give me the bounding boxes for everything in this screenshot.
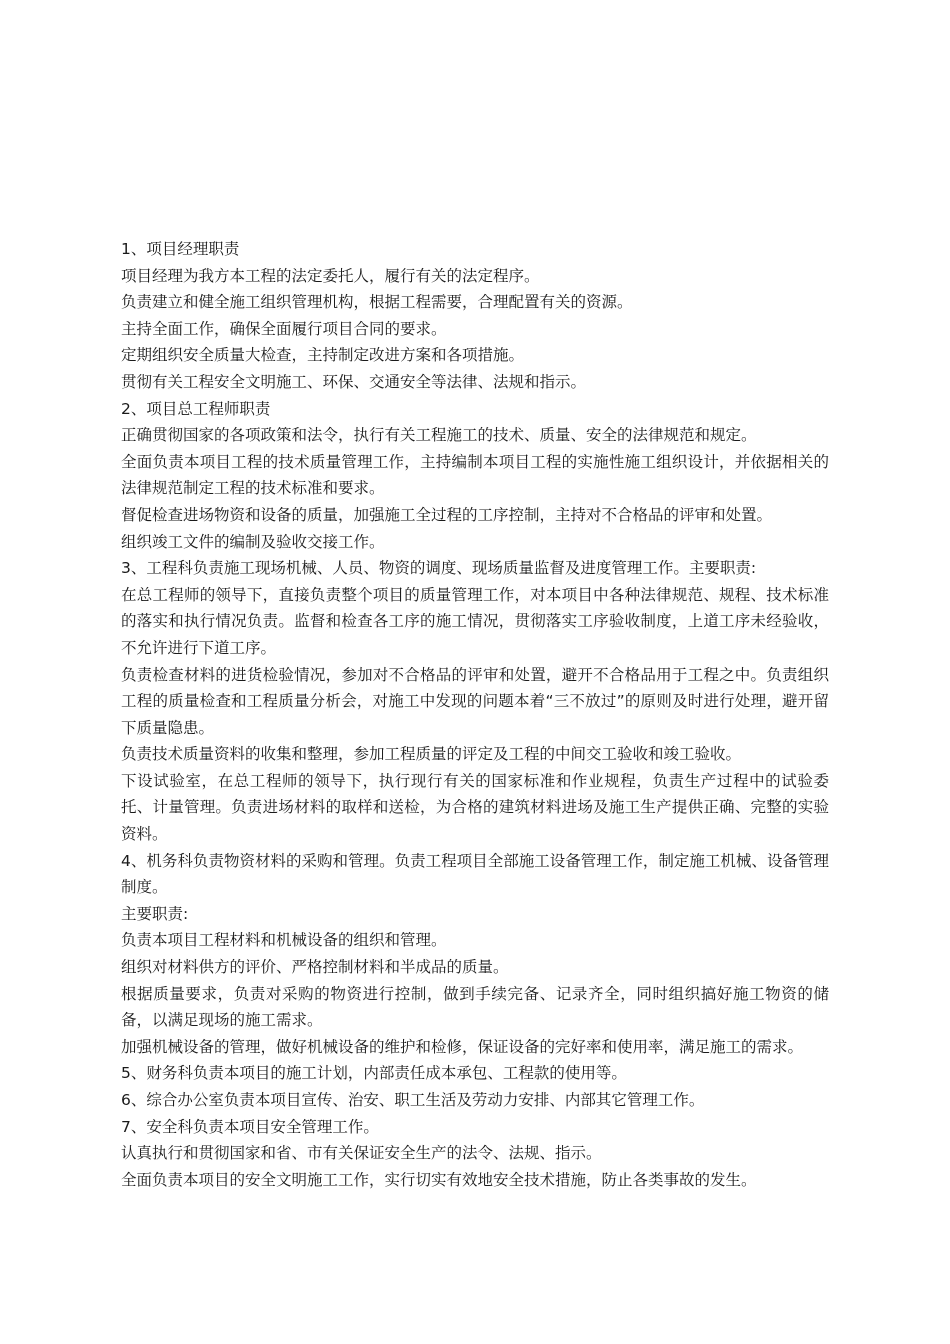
paragraph: 负责检查材料的进货检验情况，参加对不合格品的评审和处置，避开不合格品用于工程之中。负责组织工程的质量检查和工程质量分析会，对施工中发现的问题本着“三不放过”的原则及时进行处理，避开留下质量隐患。 (121, 665, 829, 737)
paragraph: 贯彻有关工程安全文明施工、环保、交通安全等法律、法规和指示。 (121, 372, 587, 391)
paragraph: 下设试验室，在总工程师的领导下，执行现行有关的国家标准和作业规程，负责生产过程中的试验委托、计量管理。负责进场材料的取样和送检，为合格的建筑材料进场及施工生产提供正确、完整的实验资料。 (121, 771, 829, 844)
paragraph: 督促检查进场物资和设备的质量，加强施工全过程的工序控制，主持对不合格品的评审和处置。 (121, 505, 773, 524)
section-heading-general-office: 6、综合办公室负责本项目宣传、治安、职工生活及劳动力安排、内部其它管理工作。 (121, 1091, 705, 1109)
document-body (121, 236, 829, 1193)
paragraph: 全面负责本项目的安全文明施工工作，实行切实有效地安全技术措施，防止各类事故的发生。 (121, 1170, 757, 1189)
section-heading-project-manager: 1、项目经理职责 (121, 240, 240, 258)
paragraph: 在总工程师的领导下，直接负责整个项目的质量管理工作，对本项目中各种法律规范、规程、技术标准的落实和执行情况负责。监督和检查各工序的施工情况，贯彻落实工序验收制度，上道工序未经验收，不允许进行下道工序。 (121, 585, 829, 657)
paragraph: 组织竣工文件的编制及验收交接工作。 (121, 532, 385, 551)
paragraph: 负责技术质量资料的收集和整理，参加工程质量的评定及工程的中间交工验收和竣工验收。 (121, 745, 742, 764)
paragraph: 主持全面工作，确保全面履行项目合同的要求。 (121, 319, 447, 338)
paragraph: 主要职责: (121, 904, 189, 923)
paragraph: 组织对材料供方的评价、严格控制材料和半成品的质量。 (121, 958, 509, 977)
section-heading-machinery-dept: 4、机务科负责物资材料的采购和管理。负责工程项目全部施工设备管理工作，制定施工机械、设备管理制度。 (121, 851, 829, 897)
section-heading-safety-dept: 7、安全科负责本项目安全管理工作。 (121, 1117, 379, 1136)
paragraph: 认真执行和贯彻国家和省、市有关保证安全生产的法令、法规、指示。 (121, 1144, 602, 1163)
section-heading-engineering-dept: 3、工程科负责施工现场机械、人员、物资的调度、现场质量监督及进度管理工作。主要职责: (121, 559, 757, 578)
section-heading-finance-dept: 5、财务科负责本项目的施工计划，内部责任成本承包、工程款的使用等。 (121, 1064, 627, 1083)
paragraph: 定期组织安全质量大检查，主持制定改进方案和各项措施。 (121, 346, 525, 365)
paragraph: 加强机械设备的管理，做好机械设备的维护和检修，保证设备的完好率和使用率，满足施工的需求。 (121, 1037, 804, 1056)
paragraph: 负责建立和健全施工组织管理机构，根据工程需要，合理配置有关的资源。 (121, 293, 633, 312)
section-heading-chief-engineer: 2、项目总工程师职责 (121, 399, 271, 418)
paragraph: 负责本项目工程材料和机械设备的组织和管理。 (121, 931, 447, 950)
paragraph: 全面负责本项目工程的技术质量管理工作，主持编制本项目工程的实施性施工组织设计，并依据相关的法律规范制定工程的技术标准和要求。 (121, 452, 829, 498)
paragraph: 正确贯彻国家的各项政策和法令，执行有关工程施工的技术、质量、安全的法律规范和规定。 (121, 426, 757, 445)
paragraph: 根据质量要求，负责对采购的物资进行控制，做到手续完备、记录齐全，同时组织搞好施工物资的储备，以满足现场的施工需求。 (121, 984, 829, 1030)
paragraph: 项目经理为我方本工程的法定委托人，履行有关的法定程序。 (121, 266, 540, 285)
